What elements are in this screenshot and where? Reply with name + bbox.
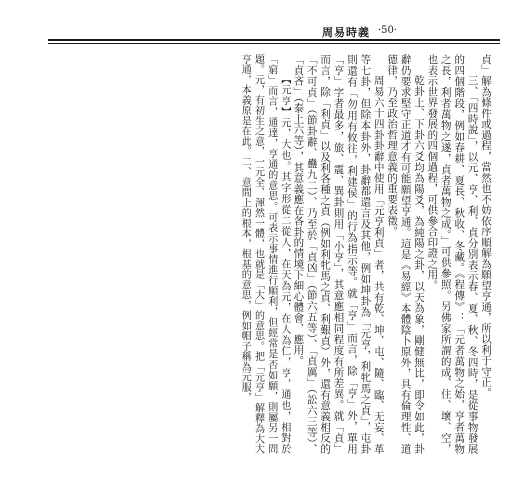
- paragraph-4: 周易六十四卦卦辭中使用「元亨利貞」者，共有乾、坤、屯、隨、臨、无妄、革等七卦，但除本卦外，卦辭都還言及其他，例如坤卦為「元亨，利牝馬之貞」，屯卦則還有「勿用有攸往，利建侯」的行為指示等。就「亨」而言，除「亨」外，單用「亨」字者最多，旅、震、巽卦則用「小亨」，其意應相同程度有所差異。就「貞」而言，除「利貞」以及利各種之貞（例如利牝馬之貞、利艱貞）外，還有意義相反的「不可貞」（節卦辭、蠱九二）、乃至於「貞凶」（節六五等）、「貞厲」（訟六三等）、「貞吝」（泰上六等），其意義應在各卦的情境下細心體會、應用。: [292, 54, 385, 454]
- paragraph-2: 三、「四時說」，以元、亨、利、貞分別表示春、夏、秋、冬四時，是從事物發展的四個階段，例如春耕、夏長、秋收、冬藏。《程傳》：「元者萬物之始，亨者萬物之長，利者萬物之遂，貞者萬物之成。」可供參照。另佛家所謂的成、住、壞、空，也表示世界發展的四個過程，可供參合印證之用。: [426, 54, 479, 454]
- header-rule-thin: [48, 43, 500, 44]
- header-rule-thick: [48, 39, 500, 41]
- running-header-title: 周易時義: [322, 26, 370, 39]
- vertical-body-text: [58, 54, 492, 454]
- page-number: ·50·: [377, 25, 397, 36]
- paragraph-1: 貞」解為條件或過程，當然也不妨依序順解為願望亨通，所以利于守正。: [480, 54, 492, 398]
- paragraph-annotation: 【元亨】元，大也。其字形從二從人，在天為元，在人為仁，亨，通也，相對於「窮」而言，通達，亨通的意思。可表示事情進行順利，但經常是否如願，則屬另一問題。元，有初生之意，一元全、渾然一體，也就是「大」的意思。把「元亨」解釋為大大亨通，本義原是在此。二、意間上的根本，根基的意思，例如帽子稱為元服，: [239, 54, 290, 454]
- paragraph-3: 乾卦上、下卦六爻均為陽爻，為純陽之卦，以天為象，剛健無比，即令如此，卦辭仍要求堅守正道才有可能願望亨通。這是《易經》本體陰卜原外，具有倫理性、道德律，乃至政治哲理意義的重要表徵。: [386, 54, 425, 454]
